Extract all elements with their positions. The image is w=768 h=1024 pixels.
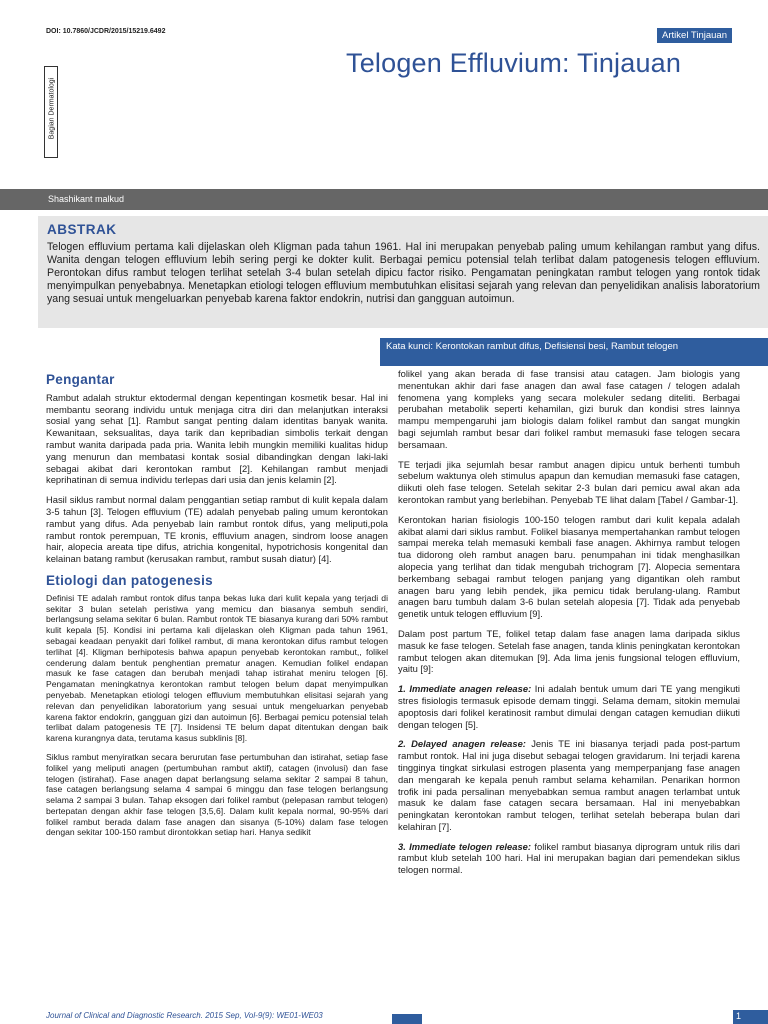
heading-etiology: Etiologi dan patogenesis xyxy=(46,572,213,588)
list-item-text: Ini adalah bentuk umum dari TE yang mengikuti stres fisiologis termasuk episode demam tinggi. Selama demam, sitokin memulai apoptosis dari folikel keratinosit rambut dimulai dengan catagen kemudian diikuti dengan telogen [5]. xyxy=(398,683,740,730)
doi-line: DOI: 10.7860/JCDR/2015/15219.6492 xyxy=(46,28,166,35)
author-bar xyxy=(0,189,768,210)
paragraph: Kerontokan harian fisiologis 100-150 telogen rambut dari kulit kepala adalah akibat alami dari siklus rambut. Folikel biasanya mempertahankan rambut telogen sampai mereka telah memasuki kembali fase anagen. Akhirnya rambut telogen tua didorong oleh rambut anagen baru. penumpahan ini tidak menghasilkan alopecia yang terlihat dan tidak mengubah trichogram [7]. Alopecia sementara berkembang sebagai rambut telogen panjang yang digantikan oleh rambut anagen baru yang lebih pendek, jika pemicu tidak berulang-ulang. Rambut anagen baru tumbuh dalam 3-6 bulan setelah alopesia [7]. Tidak ada penyebab genetik untuk telogen effluvium [9]. xyxy=(398,513,740,620)
side-label-text: Bagian Dermatologi xyxy=(48,77,56,140)
list-item-text: folikel rambut biasanya diprogram untuk rilis dari rambut klub setelah 100 hari. Hal ini merupakan bagian dari pemendekan siklus telogen normal. xyxy=(398,840,740,876)
paragraph: TE terjadi jika sejumlah besar rambut anagen dipicu untuk berhenti tumbuh sebelum waktunya oleh stimulus apapun dan kemudian memasuki fase catagen, diikuti oleh fase telogen. Setelah sekitar 2-3 bulan dari pemicu awal akan ada kerontokan rambut yang berlebihan. Penyebab TE lihat dalam [Tabel / Gambar-1]. xyxy=(398,458,740,505)
list-item xyxy=(398,683,740,730)
page-title: Telogen Effluvium: Tinjauan xyxy=(346,48,682,78)
list-item-label: 3. Immediate telogen release: xyxy=(398,840,532,852)
list-item-label: 1. Immediate anagen release: xyxy=(398,683,532,695)
abstract-text: Telogen effluvium pertama kali dijelaskan oleh Kligman pada tahun 1961. Hal ini merupakan penyebab paling umum kehilangan rambut yang difus. Wanita dengan telogen effluvium lebih sering pergi ke dokter kulit. Berbagai pemicu potensial telah terlibat dalam patogenesis telogen effluvium. Perontokan difus rambut telogen terlihat setelah 3-4 bulan setelah dipicu factor risiko. Pengamatan peningkatan rambut telogen yang rontok tidak menyimpulkan penyebabnya. Menetapkan etiologi telogen effluvium membutuhkan elisitasi sejarah yang relevan dan penyelidikan analisis laboratorium yang sesuai untuk mengeluarkan penyebab karena faktor endokrin, nutrisi dan gangguan autoimun. xyxy=(47,241,760,305)
section-side-label xyxy=(44,66,58,158)
paragraph: Dalam post partum TE, folikel tetap dalam fase anagen lama daripada siklus masuk ke fase telogen. Setelah fase anagen, tanda klinis peningkatan kerontokan rambut telogen akan ditemukan [9]. Ada lima jenis fungsional telogen effluvium, yaitu [9]: xyxy=(398,627,740,675)
right-column xyxy=(398,368,740,884)
keywords-bar xyxy=(380,338,768,366)
keywords-text: Kata kunci: Kerontokan rambut difus, Defisiensi besi, Rambut telogen xyxy=(386,341,679,352)
footer-accent-block xyxy=(392,1014,422,1024)
list-item xyxy=(398,841,740,876)
heading-intro: Pengantar xyxy=(46,372,115,387)
paragraph: Hasil siklus rambut normal dalam penggantian setiap rambut di kulit kepala dalam 3-5 tahun [3]. Telogen effluvium (TE) adalah penyebab paling umum kerontokan rambut yang difus. Ada penyebab lain rambut rontok difus, yang meliputi,pola rambut rontok perempuan, TE kronis, effluvium anagen, sindrom loose anagen hair, alopecia areata tipe difus, atrichia kongenital, hypotrichosis kongenital dan kelainan batang rambut (kerusakan rambut, rambut susah diatur) [4]. xyxy=(46,494,388,565)
article-type-badge: Artikel Tinjauan xyxy=(657,28,732,43)
page-number-box xyxy=(733,1010,768,1024)
list-item-text: Jenis TE ini biasanya terjadi pada post-partum rambut rontok. Hal ini juga disebut sebagai telogen gravidarum. Ini terjadi karena tingginya tingkat sirkulasi estrogen plasenta yang memperpanjang fase anagen dan mengarah ke kepala penuh rambut selama kehamilan. Penarikan hormon trofik ini pada persalinan menyebabkan semua rambut anagen terlambat untuk masuk ke dalam fase catagen secara bersamaan. Hal ini menyebabkan peningkatan kerontokan rambut telogen, terlihat setelah beberapa bulan dari kelahiran [7]. xyxy=(398,738,741,832)
list-item-label: 2. Delayed anagen release: xyxy=(398,738,526,750)
abstract-box xyxy=(38,216,768,328)
author-name: Shashikant malkud xyxy=(48,194,125,204)
paragraph: Rambut adalah struktur ektodermal dengan kepentingan kosmetik besar. Hal ini membantu seorang individu untuk menjaga citra diri dan melanjutkan interaksi sosial yang sehat [1]. Rambut sangat penting dalam identitas banyak wanita. Kewanitaan, seksualitas, daya tarik dan kepribadian simbolis terkait dengan rambut wanita daripada pada pria. Wanita lebih mungkin memiliki kualitas hidup yang menurun dan membatasi kontak sosial dibandingkan dengan laki-laki sebagai akibat dari kerontokan rambut [2]. Kehilangan rambut menjadi keprihatinan di semua individu terlepas dari usia dan jenis kelamin [2]. xyxy=(46,391,388,486)
paragraph: Definisi TE adalah rambut rontok difus tanpa bekas luka dari kulit kepala yang terjadi di sekitar 3 bulan setelah peristiwa yang memicu dan biasanya sembuh sendiri, berlangsung selama sekitar 6 bulan. Rambut rontok TE biasanya kurang dari 50% rambut kulit kepala [5]. Kondisi ini pertama kali dijelaskan oleh Kligman pada tahun 1961, sebagai keadaan penyakit dari folikel rambut, di mana kerontokan difus rambut telogen terlihat [4]. Kligman berhipotesis bahwa apapun penyebab kerontokan rambut,, folikel cenderung dalam bentuk penghentian prematur anagen. Kemudian folikel endapan masuk ke fase catagen dan berubah menjadi tahap istirahat meniru telogen [6]. Pengamatan meningkatnya kerontokan rambut telogen belum dapat menyimpulkan penyebab. Menetapkan etiologi telogen effluvium membutuhkan elisitasi sejarah yang relevan dan penyelidikan laboratorium yang sesuai untuk mengeluarkan penyebab karena faktor endokrin, gangguan gizi dan autoimun [6]. Berbagai pemicu potensial telah terlibat dalam patogenesis TE [7]. Insidensi TE belum dapat ditentukan dengan baik karena kurangnya data, terutama kasus subklinis [8]. xyxy=(46,592,388,744)
left-column xyxy=(46,374,388,846)
journal-footer: Journal of Clinical and Diagnostic Research. 2015 Sep, Vol-9(9): WE01-WE03 xyxy=(46,1011,323,1020)
paragraph: folikel yang akan berada di fase transisi atau catagen. Jam biologis yang menentukan akhir dari fase anagen dan awal fase catagen / telogen adalah fenomena yang kompleks yang secara molekuler sedang diteliti. Berbagai perubahan metabolik seperti kehamilan, gizi buruk dan kondisi stres lainnya mampu mempengaruhi jam biologis dalam folikel rambut dan sangat mungkin bagi sejumlah rambut besar dari folikel rambut memasuki fase telogen secara bersamaan. xyxy=(398,368,740,450)
abstract-heading: ABSTRAK xyxy=(47,222,117,237)
paragraph: Siklus rambut menyiratkan secara berurutan fase pertumbuhan dan istirahat, setiap fase folikel yang meliputi anagen (pertumbuhan rambut aktif), catagen (involusi) dan fase telogen (istirahat). Fase anagen dapat berlangsung selama sekitar 2 sampai 8 tahun, fase catagen berlangsung selama 4 sampai 6 minggu dan fase telogen berlangsung selama 2 sampai 3 bulan. Tahap eksogen dari folikel rambut (pelepasan rambut telogen) bertepatan dengan akhir fase telogen [3,5,6]. Dalam kulit kepala normal, 90-95% dari folikel rambut berada dalam fase anagen dan sisanya (5-10%) dalam fase telogen dengan sekitar 100-150 rambut dirontokkan setiap hari. Hanya sedikit xyxy=(46,751,388,838)
list-item xyxy=(398,738,740,832)
page-number: 1 xyxy=(736,1011,742,1021)
